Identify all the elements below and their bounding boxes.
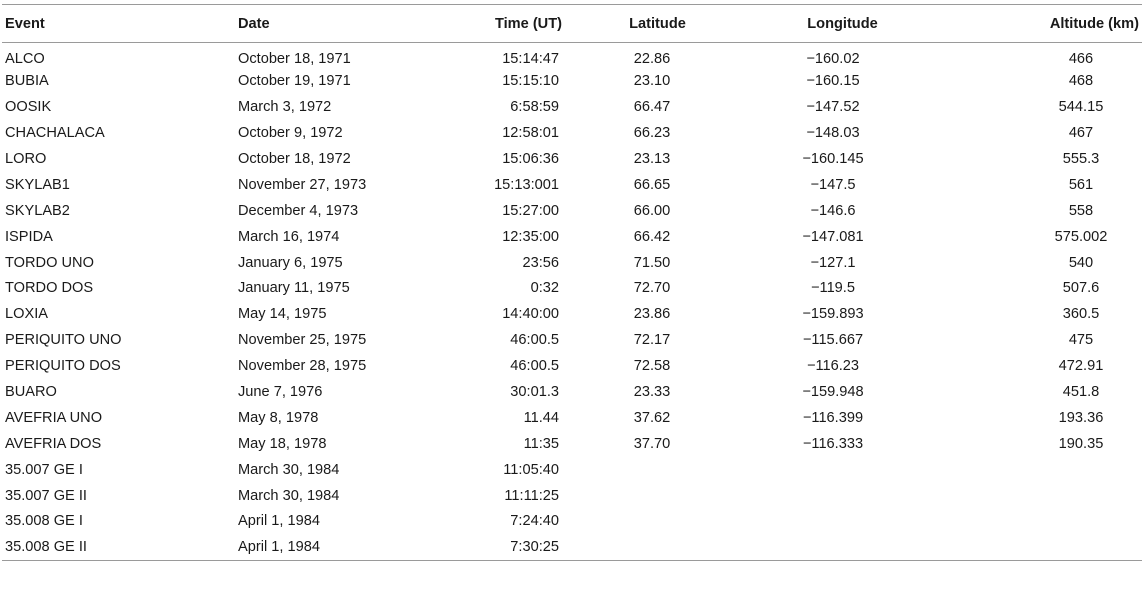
cell-time: 11:11:25 bbox=[504, 487, 559, 504]
cell-latitude bbox=[565, 534, 750, 560]
cell-longitude: −119.5 bbox=[811, 280, 855, 297]
header-row bbox=[2, 5, 1142, 43]
table-row bbox=[2, 457, 1142, 483]
cell-latitude: 23.13 bbox=[633, 151, 671, 167]
header-date: Date bbox=[238, 15, 270, 32]
cell-event: CHACHALACA bbox=[5, 125, 105, 142]
header-longitude: Longitude bbox=[807, 15, 878, 32]
cell-altitude: 466 bbox=[1068, 50, 1094, 67]
cell-altitude bbox=[935, 534, 1142, 560]
cell-event: PERIQUITO UNO bbox=[5, 332, 122, 349]
cell-longitude: −147.52 bbox=[806, 99, 860, 116]
cell-latitude: 23.86 bbox=[633, 306, 671, 323]
events-table-container bbox=[2, 4, 1142, 561]
cell-event: TORDO UNO bbox=[5, 254, 94, 271]
cell-latitude bbox=[565, 457, 750, 483]
table-row bbox=[2, 224, 1142, 250]
cell-latitude: 37.70 bbox=[633, 435, 671, 452]
cell-altitude: 540 bbox=[1068, 254, 1094, 271]
cell-longitude: −159.893 bbox=[802, 306, 864, 323]
cell-longitude bbox=[750, 534, 935, 560]
cell-longitude: −160.15 bbox=[806, 73, 860, 90]
cell-latitude: 71.50 bbox=[633, 254, 671, 271]
cell-event: SKYLAB2 bbox=[5, 202, 70, 219]
table-row bbox=[2, 534, 1142, 560]
cell-altitude: 193.36 bbox=[1058, 409, 1104, 426]
cell-date: December 4, 1973 bbox=[238, 202, 359, 219]
cell-altitude: 475 bbox=[1068, 332, 1094, 349]
cell-latitude: 66.42 bbox=[633, 228, 671, 245]
cell-event: LOXIA bbox=[5, 306, 48, 323]
cell-date: March 30, 1984 bbox=[238, 461, 340, 478]
cell-date: March 3, 1972 bbox=[238, 99, 332, 116]
cell-longitude: −147.081 bbox=[802, 228, 864, 245]
table-row bbox=[2, 68, 1142, 94]
cell-date: May 18, 1978 bbox=[238, 435, 327, 452]
cell-event: 35.007 GE I bbox=[5, 461, 83, 478]
cell-latitude: 72.70 bbox=[633, 280, 671, 297]
cell-date: November 25, 1975 bbox=[238, 332, 367, 349]
cell-date: April 1, 1984 bbox=[238, 513, 320, 530]
cell-longitude: −115.667 bbox=[802, 332, 864, 349]
cell-event: SKYLAB1 bbox=[5, 176, 70, 193]
cell-time: 6:58:59 bbox=[510, 99, 559, 116]
cell-date: October 9, 1972 bbox=[238, 125, 343, 142]
cell-altitude: 190.35 bbox=[1058, 435, 1104, 452]
cell-event: BUARO bbox=[5, 384, 57, 401]
cell-longitude: −160.145 bbox=[802, 151, 864, 167]
cell-event: TORDO DOS bbox=[5, 280, 94, 297]
cell-date: November 27, 1973 bbox=[238, 176, 367, 193]
cell-latitude: 66.47 bbox=[633, 99, 671, 116]
cell-altitude: 555.3 bbox=[1062, 151, 1100, 167]
cell-longitude bbox=[750, 457, 935, 483]
cell-longitude: −160.02 bbox=[806, 50, 860, 67]
cell-altitude: 575.002 bbox=[1054, 228, 1108, 245]
cell-altitude: 451.8 bbox=[1062, 384, 1100, 401]
header-latitude: Latitude bbox=[629, 15, 686, 32]
table-row bbox=[2, 94, 1142, 120]
cell-latitude: 23.10 bbox=[633, 73, 671, 90]
table-row bbox=[2, 431, 1142, 457]
table-row bbox=[2, 146, 1142, 172]
cell-latitude bbox=[565, 509, 750, 535]
events-table bbox=[2, 4, 1142, 561]
header-altitude: Altitude (km) bbox=[1049, 15, 1139, 32]
cell-event: 35.007 GE II bbox=[5, 487, 87, 504]
cell-longitude: −146.6 bbox=[810, 202, 856, 219]
table-footer-rule bbox=[2, 560, 1142, 561]
cell-longitude: −159.948 bbox=[802, 384, 864, 401]
table-body bbox=[2, 43, 1142, 561]
cell-date: March 30, 1984 bbox=[238, 487, 340, 504]
cell-latitude: 72.17 bbox=[633, 332, 671, 349]
table-row bbox=[2, 250, 1142, 276]
table-header bbox=[2, 5, 1142, 43]
cell-event: BUBIA bbox=[5, 73, 49, 90]
cell-event: AVEFRIA UNO bbox=[5, 409, 103, 426]
header-event: Event bbox=[5, 15, 45, 32]
cell-time: 46:00.5 bbox=[510, 332, 559, 349]
cell-altitude: 360.5 bbox=[1062, 306, 1100, 323]
cell-time: 15:06:36 bbox=[502, 151, 559, 167]
cell-altitude: 558 bbox=[1068, 202, 1094, 219]
cell-time: 23:56 bbox=[522, 254, 559, 271]
cell-longitude: −116.333 bbox=[802, 435, 864, 452]
cell-time: 12:35:00 bbox=[502, 228, 559, 245]
cell-time: 7:24:40 bbox=[510, 513, 559, 530]
cell-altitude: 468 bbox=[1068, 73, 1094, 90]
table-row bbox=[2, 301, 1142, 327]
table-row bbox=[2, 276, 1142, 302]
cell-time: 46:00.5 bbox=[510, 358, 559, 375]
cell-latitude: 22.86 bbox=[633, 50, 671, 67]
cell-event: 35.008 GE II bbox=[5, 539, 87, 556]
cell-date: November 28, 1975 bbox=[238, 358, 367, 375]
cell-date: October 18, 1972 bbox=[238, 151, 351, 167]
table-row bbox=[2, 327, 1142, 353]
table-row bbox=[2, 353, 1142, 379]
cell-event: LORO bbox=[5, 151, 47, 167]
cell-time: 12:58:01 bbox=[502, 125, 559, 142]
cell-date: March 16, 1974 bbox=[238, 228, 340, 245]
table-row bbox=[2, 405, 1142, 431]
cell-longitude: −147.5 bbox=[810, 176, 856, 193]
cell-altitude bbox=[935, 457, 1142, 483]
cell-latitude bbox=[565, 483, 750, 509]
cell-time: 30:01.3 bbox=[510, 384, 559, 401]
cell-event: ISPIDA bbox=[5, 228, 53, 245]
table-row bbox=[2, 483, 1142, 509]
cell-latitude: 37.62 bbox=[633, 409, 671, 426]
cell-time: 0:32 bbox=[530, 280, 559, 297]
cell-date: October 18, 1971 bbox=[238, 50, 351, 67]
cell-time: 11.44 bbox=[523, 409, 559, 426]
cell-date: May 14, 1975 bbox=[238, 306, 327, 323]
cell-event: 35.008 GE I bbox=[5, 513, 83, 530]
cell-latitude: 23.33 bbox=[633, 384, 671, 401]
table-row bbox=[2, 198, 1142, 224]
cell-event: ALCO bbox=[5, 50, 45, 67]
cell-altitude: 561 bbox=[1068, 176, 1094, 193]
cell-longitude: −148.03 bbox=[806, 125, 860, 142]
table-row bbox=[2, 43, 1142, 69]
cell-date: January 6, 1975 bbox=[238, 254, 343, 271]
cell-altitude: 507.6 bbox=[1062, 280, 1100, 297]
cell-latitude: 72.58 bbox=[633, 358, 671, 375]
cell-date: October 19, 1971 bbox=[238, 73, 351, 90]
table-row bbox=[2, 509, 1142, 535]
cell-latitude: 66.00 bbox=[633, 202, 671, 219]
table-row bbox=[2, 120, 1142, 146]
cell-date: April 1, 1984 bbox=[238, 539, 320, 556]
cell-date: May 8, 1978 bbox=[238, 409, 319, 426]
cell-latitude: 66.65 bbox=[633, 176, 671, 193]
cell-altitude: 472.91 bbox=[1058, 358, 1104, 375]
cell-longitude: −116.23 bbox=[806, 358, 860, 375]
cell-time: 11:05:40 bbox=[503, 461, 559, 478]
cell-time: 11:35 bbox=[523, 435, 559, 452]
cell-latitude: 66.23 bbox=[633, 125, 671, 142]
cell-time: 14:40:00 bbox=[502, 306, 559, 323]
cell-altitude bbox=[935, 509, 1142, 535]
cell-altitude: 467 bbox=[1068, 125, 1094, 142]
cell-event: OOSIK bbox=[5, 99, 52, 116]
cell-longitude: −127.1 bbox=[810, 254, 856, 271]
cell-date: January 11, 1975 bbox=[238, 280, 350, 297]
cell-time: 15:27:00 bbox=[502, 202, 559, 219]
cell-time: 15:13:001 bbox=[494, 176, 559, 193]
cell-longitude bbox=[750, 483, 935, 509]
cell-altitude bbox=[935, 483, 1142, 509]
header-time: Time (UT) bbox=[494, 15, 562, 32]
cell-time: 15:15:10 bbox=[502, 73, 559, 90]
table-row bbox=[2, 172, 1142, 198]
cell-altitude: 544.15 bbox=[1058, 99, 1104, 116]
cell-longitude: −116.399 bbox=[802, 409, 864, 426]
cell-longitude bbox=[750, 509, 935, 535]
cell-event: AVEFRIA DOS bbox=[5, 435, 102, 452]
table-row bbox=[2, 379, 1142, 405]
cell-time: 7:30:25 bbox=[510, 539, 559, 556]
cell-date: June 7, 1976 bbox=[238, 384, 323, 401]
cell-time: 15:14:47 bbox=[502, 50, 559, 67]
cell-event: PERIQUITO DOS bbox=[5, 358, 121, 375]
